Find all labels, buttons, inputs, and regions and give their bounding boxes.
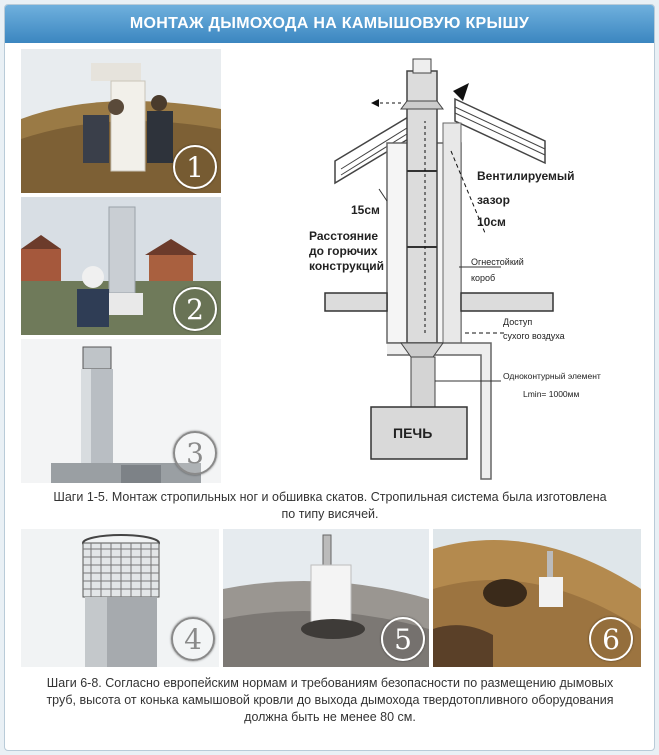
label-access-2: сухого воздуха bbox=[503, 331, 565, 341]
photo-step-4 bbox=[21, 529, 219, 667]
step-number-5: 5 bbox=[381, 617, 425, 661]
photo-step-2 bbox=[21, 197, 221, 335]
label-single-1: Одноконтурный элемент bbox=[503, 371, 601, 381]
step-number-6: 6 bbox=[589, 617, 633, 661]
label-distance-2: до горючих bbox=[309, 244, 378, 258]
step-number-3: 3 bbox=[173, 431, 217, 475]
caption-bottom: Шаги 6-8. Согласно европейским нормам и требованиям безопасности по размещению дымовых труб, высота от конька камышовой кровли до выхода дымохода твердотопливного оборудования должна быть не менее 80 см. bbox=[46, 676, 614, 724]
photo-step-1 bbox=[21, 49, 221, 193]
page-title: МОНТАЖ ДЫМОХОДА НА КАМЫШОВУЮ КРЫШУ bbox=[129, 15, 530, 32]
photo-step-6 bbox=[433, 529, 641, 667]
photo-step-5 bbox=[223, 529, 429, 667]
label-gap: 10см bbox=[477, 215, 506, 229]
step-number-1: 1 bbox=[173, 145, 217, 189]
step-number-4: 4 bbox=[171, 617, 215, 661]
label-single-2: Lmin= 1000мм bbox=[523, 389, 580, 399]
label-distance-3: конструкций bbox=[309, 259, 384, 273]
chimney-diagram bbox=[305, 51, 650, 491]
label-stove: ПЕЧЬ bbox=[393, 425, 433, 441]
label-ventilated-2: зазор bbox=[477, 193, 510, 207]
infographic-card bbox=[4, 4, 655, 751]
label-fireproof-1: Огнестойкий bbox=[471, 257, 524, 267]
title-banner bbox=[5, 5, 654, 43]
label-distance-value: 15см bbox=[351, 203, 380, 217]
photo-step-3 bbox=[21, 339, 221, 483]
caption-top: Шаги 1-5. Монтаж стропильных ног и обшивка скатов. Стропильная система была изготовлена по типу висячей. bbox=[53, 490, 607, 521]
label-fireproof-2: короб bbox=[471, 273, 496, 283]
label-ventilated-1: Вентилируемый bbox=[477, 169, 575, 183]
label-distance-1: Расстояние bbox=[309, 229, 379, 243]
step-number-2: 2 bbox=[173, 287, 217, 331]
label-access-1: Доступ bbox=[503, 317, 533, 327]
